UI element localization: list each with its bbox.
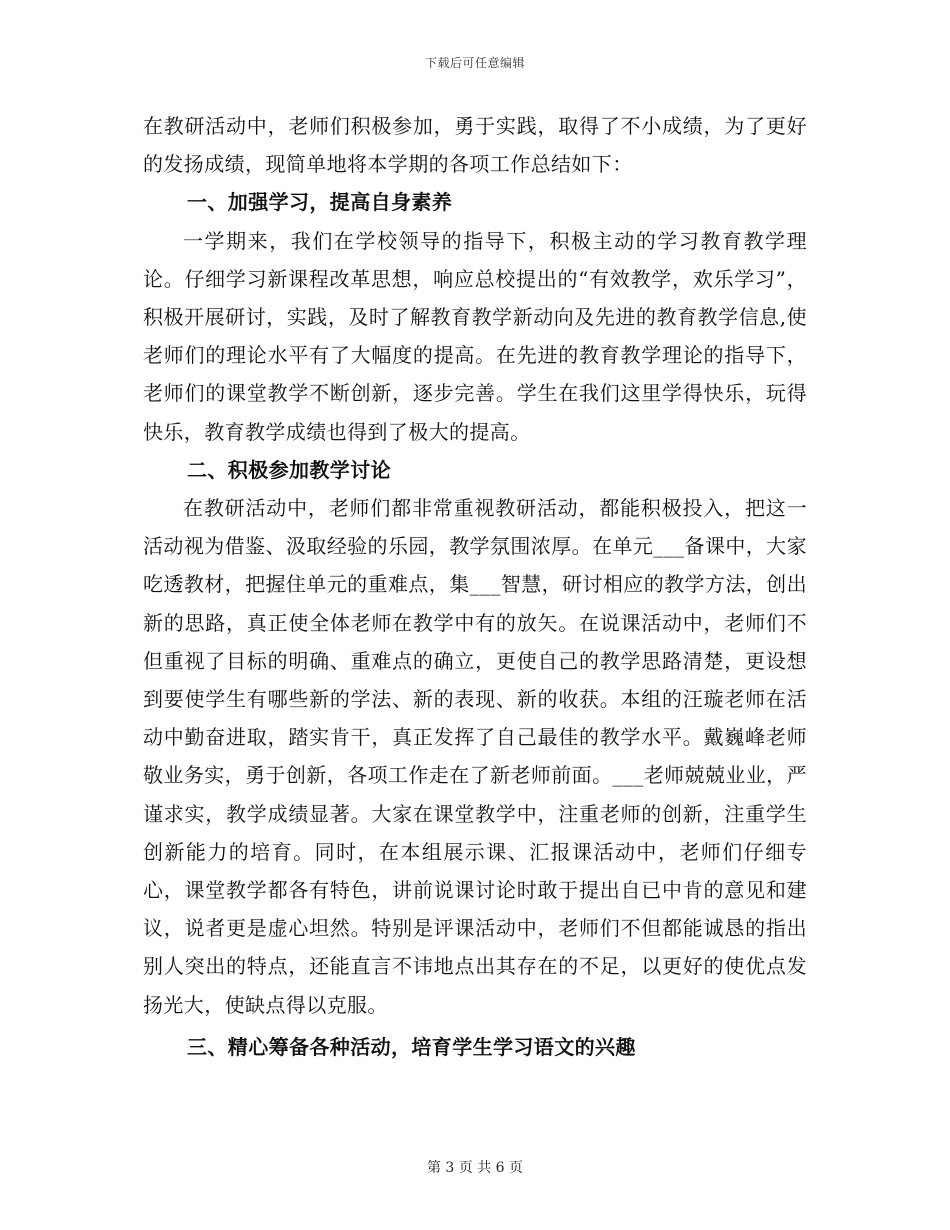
section-1-paragraph: 一学期来，我们在学校领导的指导下，积极主动的学习教育教学理论。仔细学习新课程改革思想，响应总校提出的“有效教学，欢乐学习”，积极开展研讨，实践，及时了解教育教学新动向及先进的教育教学信息,使老师们的理论水平有了大幅度的提高。在先进的教育教学理论的指导下，老师们的课堂教学不断创新，逐步完善。学生在我们这里学得快乐，玩得快乐，教育教学成绩也得到了极大的提高。 [143,228,807,444]
section-3-heading: 三、精心筹备各种活动，培育学生学习语文的兴趣 [187,1034,636,1059]
section-2-heading: 二、积极参加教学讨论 [187,457,391,482]
page-footer: 第 3 页 共 6 页 [426,1160,524,1176]
header-note: 下载后可任意编辑 [424,56,525,70]
intro-paragraph: 在教研活动中，老师们积极参加，勇于实践，取得了不小成绩，为了更好的发扬成绩，现简单地将本学期的各项工作总结如下： [143,114,807,177]
section-2-paragraph: 在教研活动中，老师们都非常重视教研活动，都能积极投入，把这一活动视为借鉴、汲取经验的乐园，教学氛围浓厚。在单元___备课中，大家吃透教材，把握住单元的重难点，集___智慧，研讨相应的教学方法，创出新的思路，真正使全体老师在教学中有的放矢。在说课活动中，老师们不但重视了目标的明确、重难点的确立，更使自己的教学思路清楚，更设想到要使学生有哪些新的学法、新的表现、新的收获。本组的汪璇老师在活动中勤奋进取，踏实肯干，真正发挥了自己最佳的教学水平。戴巍峰老师敬业务实，勇于创新，各项工作走在了新老师前面。___老师兢兢业业，严谨求实，教学成绩显著。大家在课堂教学中，注重老师的创新，注重学生创新能力的培育。同时，在本组展示课、汇报课活动中，老师们仔细专心，课堂教学都各有特色，讲前说课讨论时敢于提出自已中肯的意见和建议，说者更是虚心坦然。特别是评课活动中，老师们不但都能诚恳的指出别人突出的特点，还能直言不讳地点出其存在的不足，以更好的使优点发扬光大，使缺点得以克服。 [143,496,807,1017]
document-body [143,107,807,1066]
section-1-heading: 一、加强学习，提高自身素养 [187,190,453,215]
